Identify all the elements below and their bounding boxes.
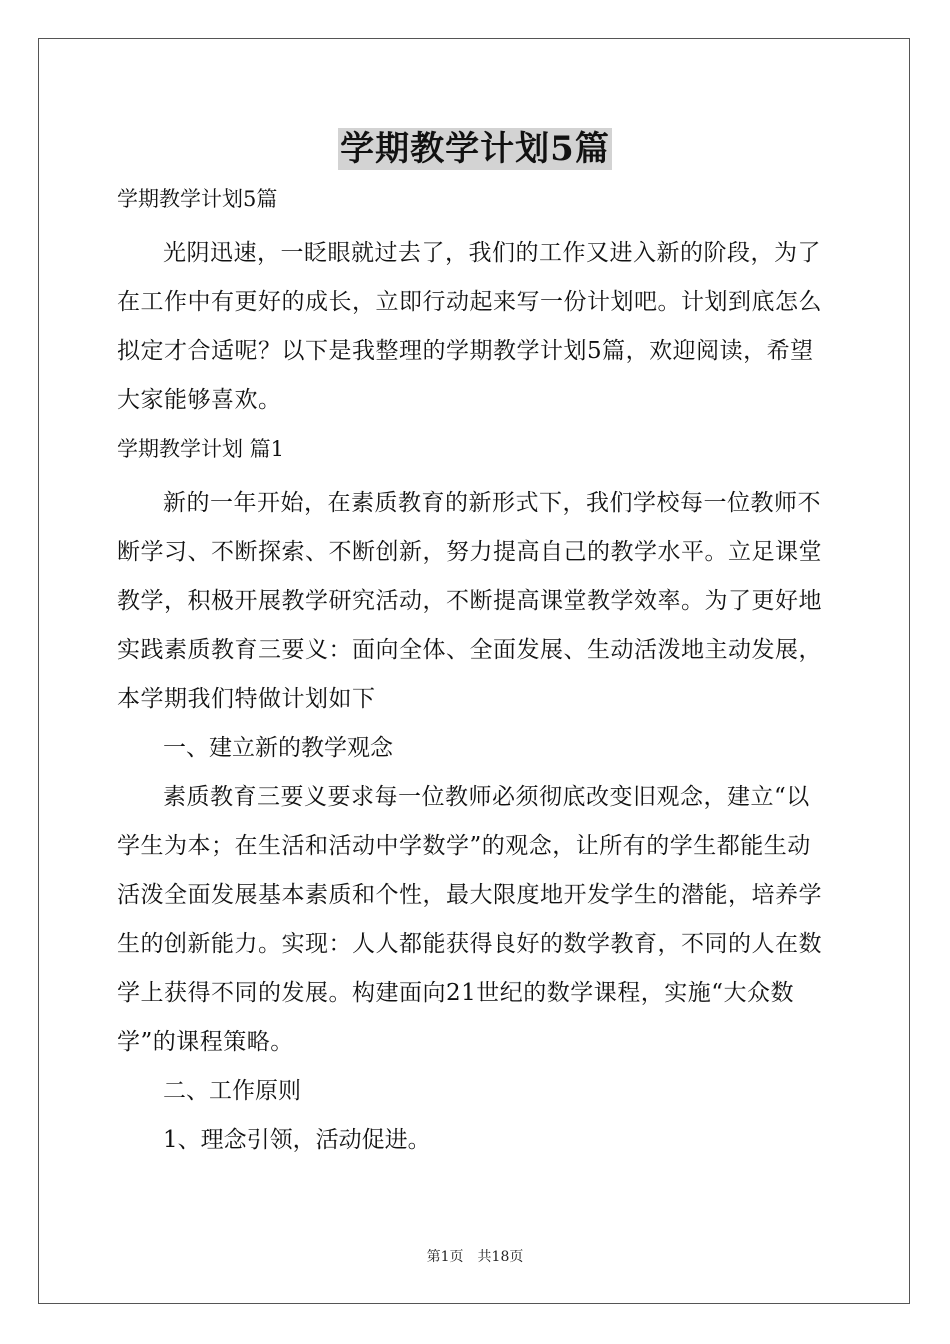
document-title: 学期教学计划5篇 (340, 129, 610, 169)
section-heading: 学期教学计划 篇1 (117, 437, 285, 461)
item-subheading-1: 1、理念引领，活动促进。 (163, 1127, 431, 1153)
page-footer (0, 1247, 950, 1267)
page-total: 共18页 (477, 1249, 524, 1265)
intro-paragraph: 光阴迅速，一眨眼就过去了，我们的工作又进入新的阶段，为了在工作中有更好的成长，立即行动起来写一份计划吧。计划到底怎么拟定才合适呢？以下是我整理的学期教学计划5篇，欢迎阅读，希望大家能够喜欢。 (117, 240, 822, 413)
title-container (0, 128, 950, 170)
section-paragraph: 新的一年开始，在素质教育的新形式下，我们学校每一位教师不断学习、不断探索、不断创新，努力提高自己的教学水平。立足课堂教学，积极开展教学研究活动，不断提高课堂教学效率。为了更好地实践素质教育三要义：面向全体、全面发展、生动活泼地主动发展，本学期我们特做计划如下 (117, 490, 822, 712)
item-heading-2: 二、工作原则 (163, 1078, 301, 1104)
item-paragraph-1: 素质教育三要义要求每一位教师必须彻底改变旧观念，建立“以学生为本；在生活和活动中学数学”的观念，让所有的学生都能生动活泼全面发展基本素质和个性，最大限度地开发学生的潜能，培养学生的创新能力。实现：人人都能获得良好的数学教育，不同的人在数学上获得不同的发展。构建面向21世纪的数学课程，实施“大众数学”的课程策略。 (117, 784, 822, 1055)
document-subtitle: 学期教学计划5篇 (117, 187, 278, 211)
page-number: 第1页 (426, 1249, 464, 1265)
item-heading-1: 一、建立新的教学观念 (163, 735, 393, 761)
document-body (117, 181, 833, 1165)
